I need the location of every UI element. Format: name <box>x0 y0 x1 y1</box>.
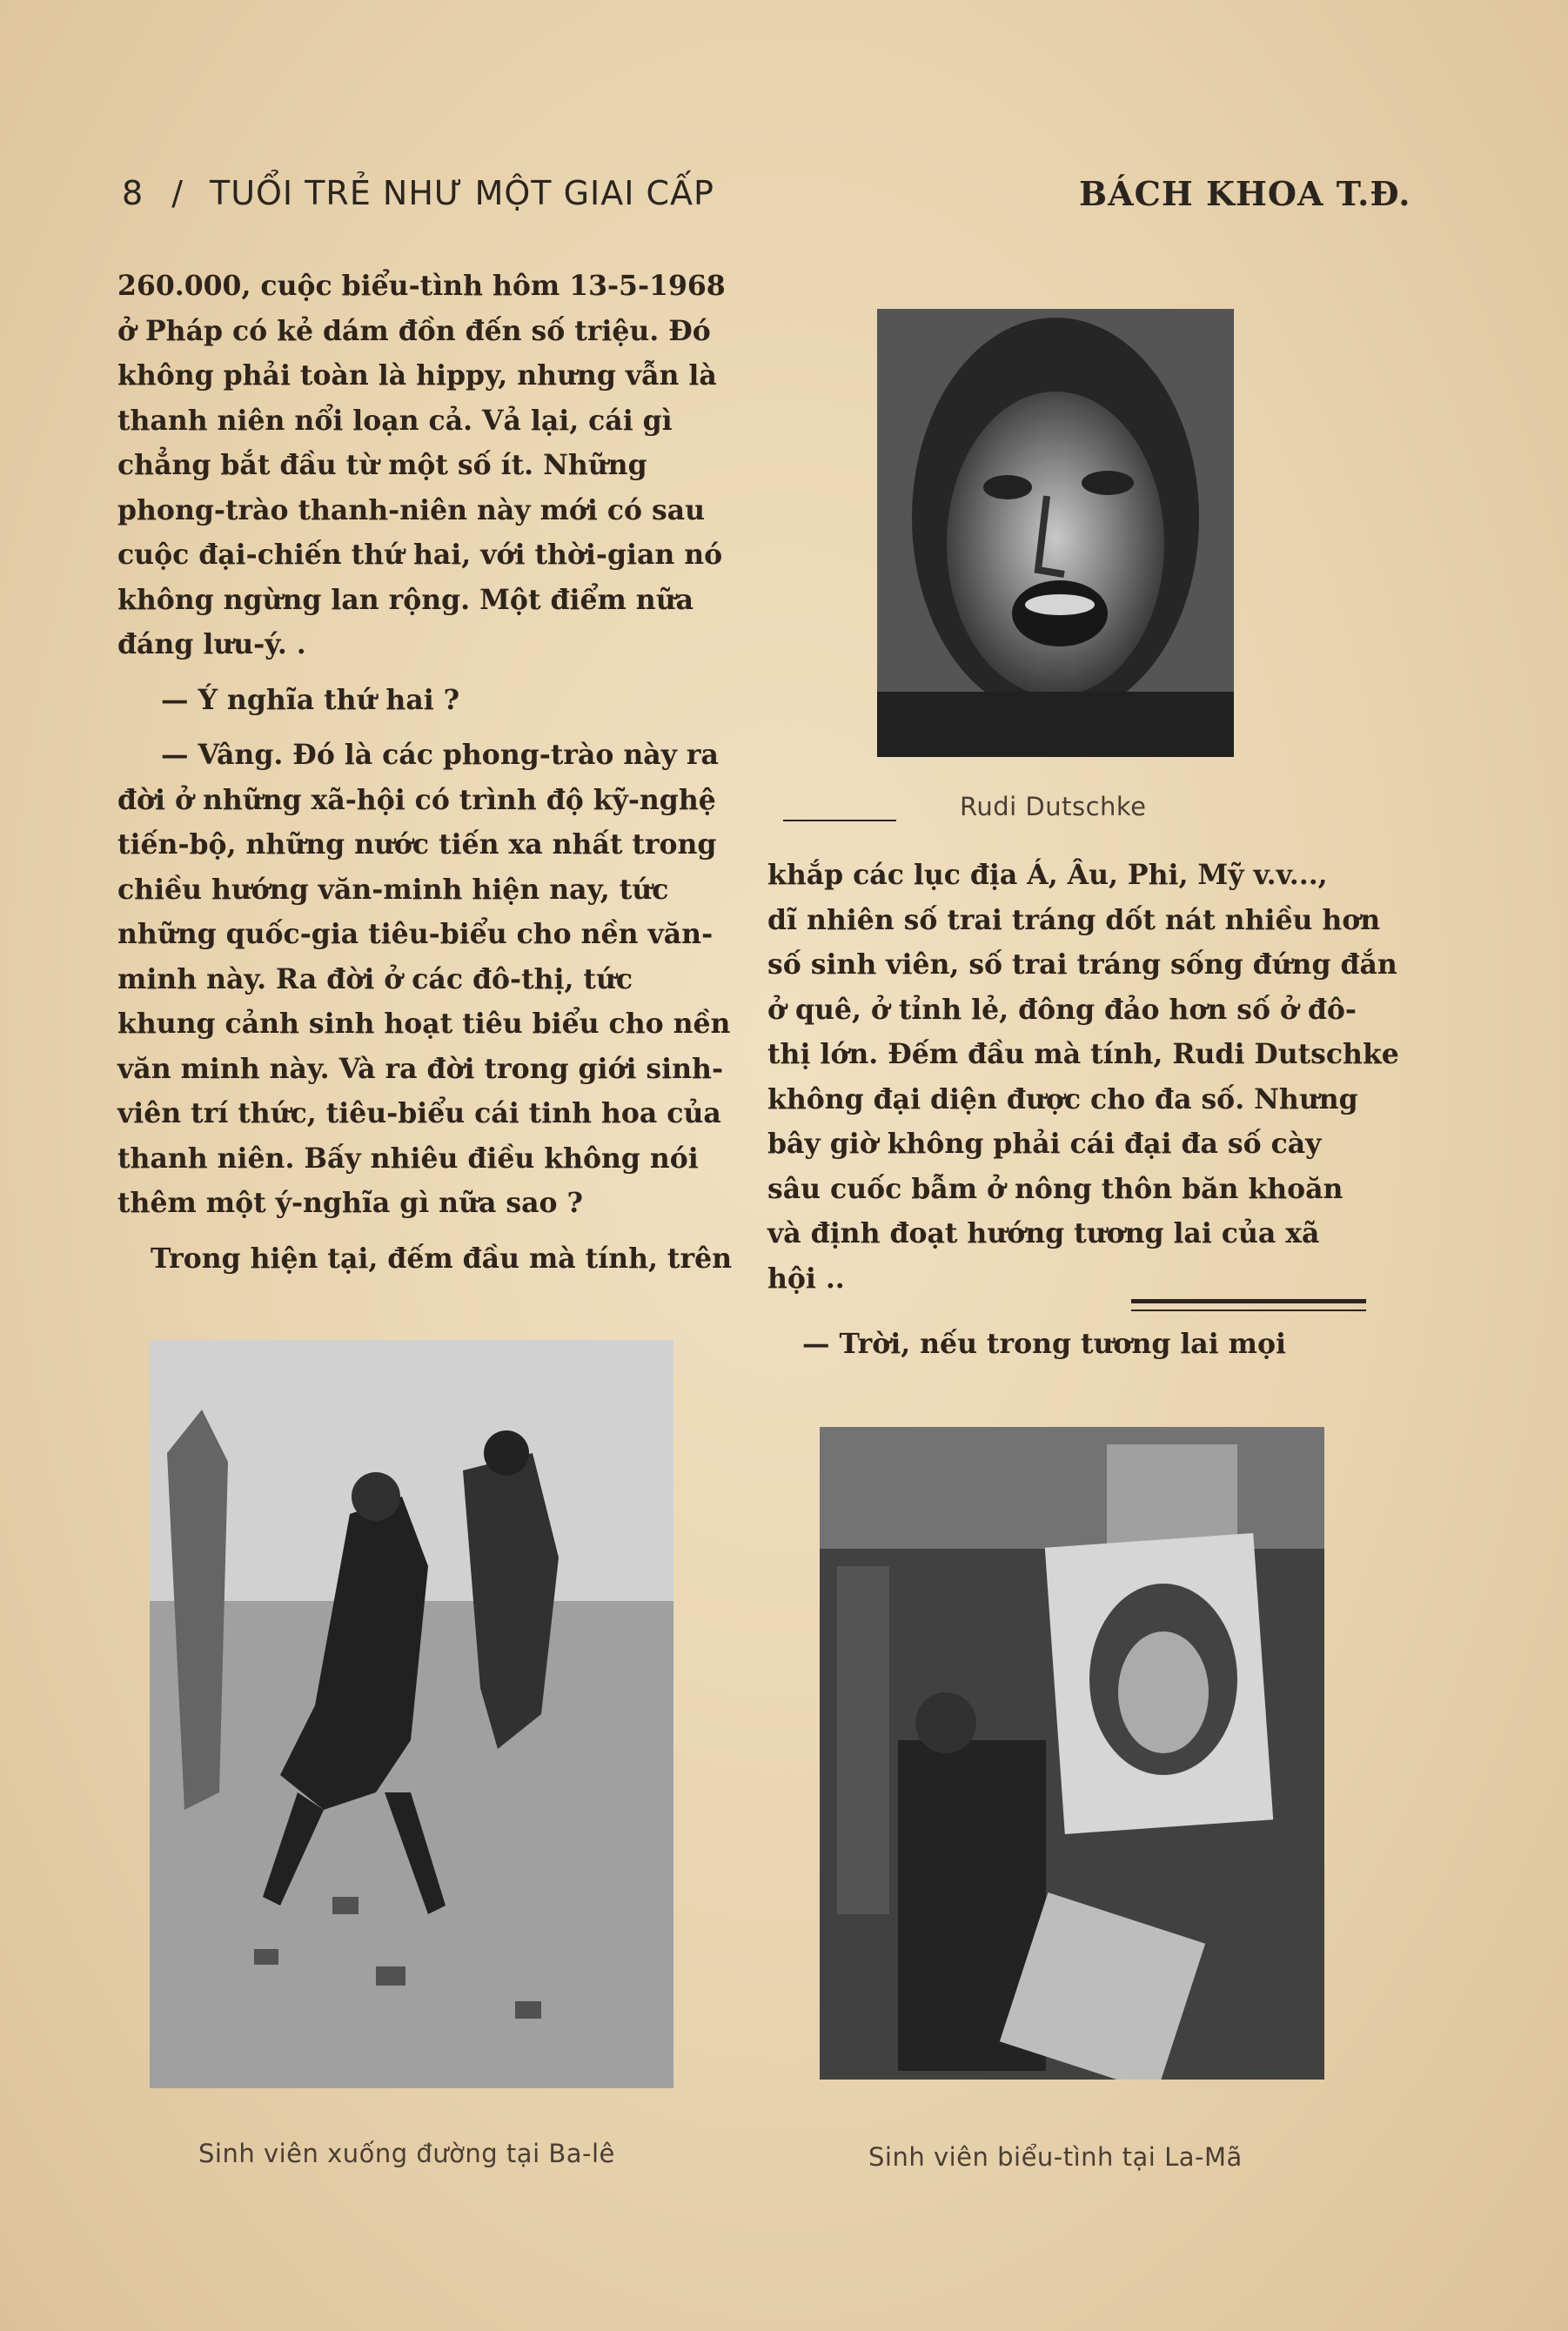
text-line: ở quê, ở tỉnh lẻ, đông đảo hơn số ở đô- <box>767 993 1357 1026</box>
text-line: thêm một ý-nghĩa gì nữa sao ? <box>117 1187 583 1219</box>
rome-caption: Sinh viên biểu-tình tại La-Mã <box>868 2142 1243 2172</box>
street-protest-image <box>150 1340 673 2088</box>
right-text-column <box>767 853 1399 1367</box>
dialogue-line: — Trời, nếu trong tương lai mọi <box>802 1328 1286 1360</box>
text-line: phong-trào thanh-niên này mới có sau <box>117 493 706 526</box>
text-line: những quốc-gia tiêu-biểu cho nền văn- <box>117 918 714 950</box>
header-separator: / <box>171 174 184 212</box>
text-line: không đại diện được cho đa số. Nhưng <box>767 1082 1358 1115</box>
text-line: văn minh này. Và ra đời trong giới sinh- <box>117 1052 724 1085</box>
text-line: sâu cuốc bẫm ở nông thôn băn khoăn <box>767 1172 1344 1205</box>
dialogue-line: — Ý nghĩa thứ hai ? <box>161 683 460 716</box>
text-line: chẳng bắt đầu từ một số ít. Những <box>117 449 647 481</box>
text-line: đời ở những xã-hội có trình độ kỹ-nghệ <box>117 783 716 816</box>
text-line: minh này. Ra đời ở các đô-thị, tức <box>117 962 633 995</box>
text-line: và định đoạt hướng tương lai của xã <box>767 1217 1320 1249</box>
text-line: dĩ nhiên số trai tráng dốt nát nhiều hơn <box>767 903 1381 936</box>
caption-rule <box>783 820 896 821</box>
text-line: không ngừng lan rộng. Một điểm nữa <box>117 583 694 616</box>
rudi-dutschke-photo <box>877 309 1234 757</box>
protest-poster-image <box>820 1427 1324 2080</box>
text-line: thanh niên nổi loạn cả. Vả lại, cái gì <box>117 404 673 437</box>
paris-caption: Sinh viên xuống đường tại Ba-lê <box>198 2139 615 2168</box>
page-number: 8 <box>122 174 144 212</box>
text-line: thị lớn. Đếm đầu mà tính, Rudi Dutschke <box>767 1038 1399 1070</box>
text-line: cuộc đại-chiến thứ hai, với thời-gian nó <box>117 539 723 571</box>
page-header <box>122 174 714 212</box>
portrait-image <box>877 309 1234 757</box>
text-line: khắp các lục địa Á, Âu, Phi, Mỹ v.v..., <box>767 859 1328 891</box>
publication-name: BÁCH KHOA T.Đ. <box>1079 174 1411 213</box>
text-line: — Vâng. Đó là các phong-trào này ra <box>161 739 719 771</box>
text-line: đáng lưu-ý. . <box>117 628 306 660</box>
article-title: TUỔI TRẺ NHƯ MỘT GIAI CẤP <box>210 174 714 212</box>
text-line: khung cảnh sinh hoạt tiêu biểu cho nền <box>117 1008 731 1040</box>
text-line: số sinh viên, số trai tráng sống đứng đắn <box>767 948 1397 981</box>
rudi-caption: Rudi Dutschke <box>960 792 1147 821</box>
section-rule <box>1131 1310 1366 1311</box>
text-line: hội .. <box>767 1262 845 1295</box>
text-line: ở Pháp có kẻ dám đồn đến số triệu. Đó <box>117 314 711 347</box>
section-rule <box>1131 1299 1366 1303</box>
text-line: chiều hướng văn-minh hiện nay, tức <box>117 873 669 906</box>
text-line: 260.000, cuộc biểu-tình hôm 13-5-1968 <box>117 270 726 302</box>
rome-protest-photo <box>820 1427 1324 2080</box>
text-line: viên trí thức, tiêu-biểu cái tinh hoa của <box>117 1097 721 1129</box>
text-line: không phải toàn là hippy, nhưng vẫn là <box>117 359 717 392</box>
left-text-column <box>117 264 733 1281</box>
text-line: thanh niên. Bấy nhiêu điều không nói <box>117 1142 699 1175</box>
text-line: tiến-bộ, những nước tiến xa nhất trong <box>117 828 717 861</box>
text-line: bây giờ không phải cái đại đa số cày <box>767 1128 1322 1160</box>
paris-street-photo <box>150 1340 673 2088</box>
text-line: Trong hiện tại, đếm đầu mà tính, trên <box>151 1242 733 1275</box>
